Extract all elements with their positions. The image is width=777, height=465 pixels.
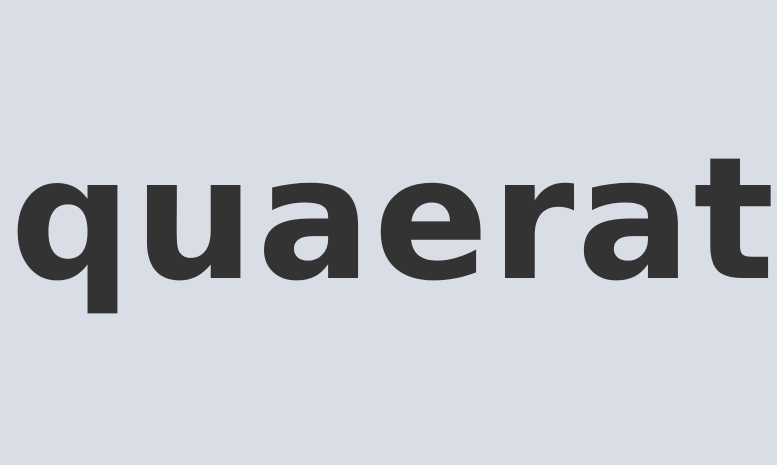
display-word: quaerat xyxy=(10,121,777,319)
